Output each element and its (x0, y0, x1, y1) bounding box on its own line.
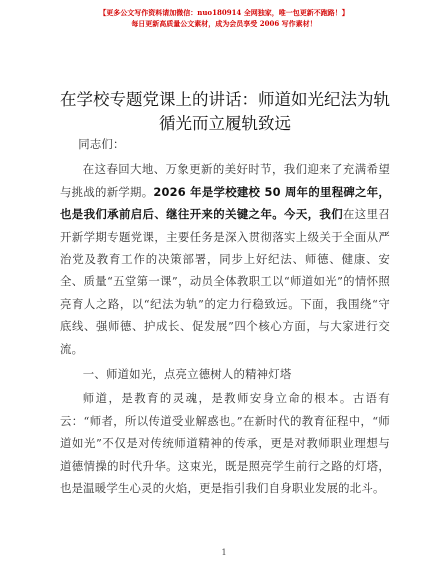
greeting: 同志们： (78, 137, 125, 151)
section-heading-1: 一、师道如光，点亮立德树人的精神灯塔 (82, 367, 292, 382)
paragraph-intro-highlight: 2026 年是学校建校 50 周年的里程碑之年，也是我们承前启后、继往开来的关键之年。今天，我们 (60, 184, 390, 222)
paragraph-intro-rest: 在这里召开新学期专题党课，主要任务是深入贯彻落实上级关于全面从严治党及教育工作的决策部署，同步上好纪法、师德、健康、安全、质量“五堂第一课”，动员全体教职工以“师道如光”的情怀照亮育人之路，以“纪法为轨”的定力行稳致远。下面，我围绕“守底线、强师德、护成长、促发展”四个核心方面，与大家进行交流。 (60, 207, 390, 356)
paragraph-section-1: 师道，是教育的灵魂，是教师安身立命的根本。古语有云：“师者，所以传道受业解惑也。”在新时代的教育征程中，“师道如光”不仅是对传统师道精神的传承，更是对教师职业理想与道德情操的时代升华。这束光，既是照亮学生前行之路的灯塔，也是温暖学生心灵的火焰，更是指引我们自身职业发展的北斗。 (60, 391, 390, 496)
page-number: 1 (221, 548, 227, 557)
document-body (60, 133, 390, 500)
promo-banner-line-1: 【更多公文写作资料请加微信：nuo180914 全网独家，唯一包更新不跑路！】 (99, 8, 349, 17)
paragraph-intro (60, 158, 390, 360)
promo-banner (0, 8, 448, 29)
document-title: 在学校专题党课上的讲话：师道如光纪法为轨循光而立履轨致远 (60, 90, 390, 133)
promo-banner-line-2: 每日更新高质量公文素材，成为会员享受 2006 写作素材！ (131, 19, 317, 28)
paragraph-intro-lead: 在这春回大地、万象更新的美好时节，我们迎来了充满希望与挑战的新学期。 (60, 162, 390, 199)
